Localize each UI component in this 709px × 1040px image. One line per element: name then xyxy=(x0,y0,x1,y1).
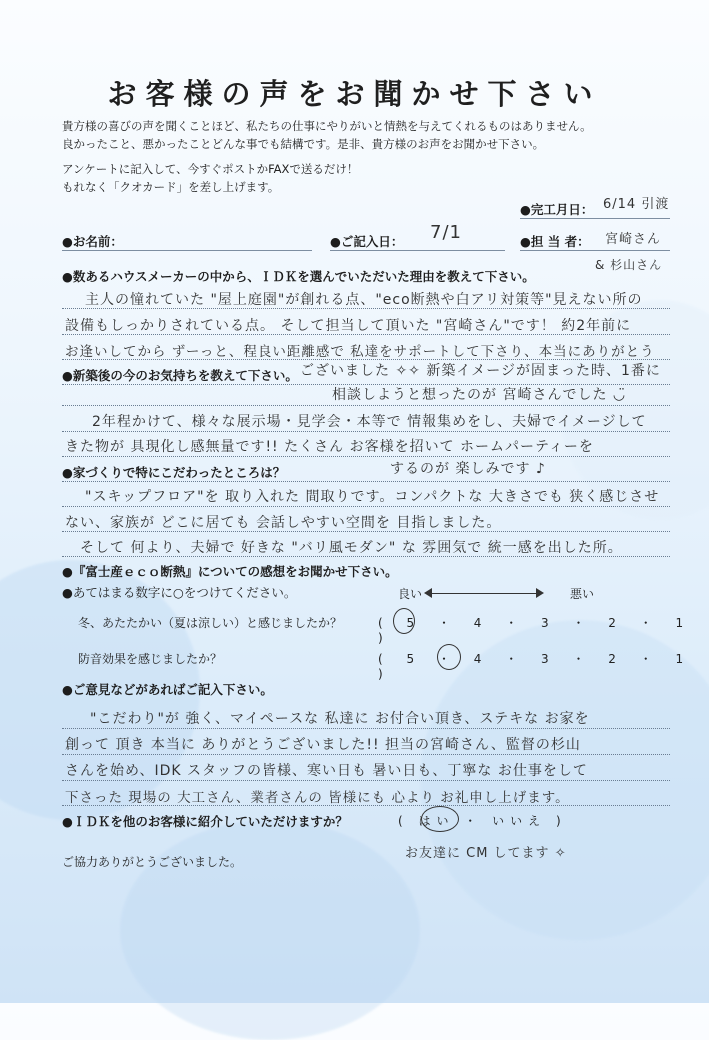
instruction: ●あてはまる数字に○をつけてください。 xyxy=(62,585,297,600)
answer-line: ございました ✧✧ 新築イメージが固まった時、1番に xyxy=(300,363,661,379)
page-title: お客様の声をお聞かせ下さい xyxy=(107,77,602,111)
date-rule xyxy=(330,250,505,251)
answer-line: "スキップフロア"を 取り入れた 間取りです。コンパクトな 大きさでも 狭く感じさせ xyxy=(85,489,660,505)
question-feelings: ●新築後の今のお気持ちを教えて下さい。 xyxy=(62,368,298,383)
answer-rule xyxy=(62,334,670,335)
arrow-left-icon xyxy=(424,588,432,598)
question-comments: ●ご意見などがあればご記入下さい。 xyxy=(62,682,273,697)
selected-circle xyxy=(437,644,461,670)
answer-line: きた物が 具現化し感無量です!! たくさん お客様を招いて ホームパーティーを xyxy=(65,439,594,455)
answer-rule xyxy=(62,728,670,729)
answer-line: 設備もしっかりされている点。 そして担当して頂いた "宮崎さん"です！ 約2年前に xyxy=(65,318,632,334)
selected-circle xyxy=(421,806,459,832)
answer-rule xyxy=(62,431,670,432)
staff-rule xyxy=(520,250,670,251)
name-rule xyxy=(62,250,312,251)
answer-rule xyxy=(62,506,670,507)
scale-bad-label: 悪い xyxy=(570,587,595,601)
answer-line: 下さった 現場の 大工さん、業者さんの 皆様にも 心より お礼申し上げます。 xyxy=(65,790,570,806)
date-value: 7/1 xyxy=(430,222,462,243)
answer-line: さんを始め、IDK スタッフの皆様、寒い日も 暑い日も、丁寧な お仕事をして xyxy=(65,763,588,779)
answer-line: 相談しようと想ったのが 宮崎さんでした ◡̈ xyxy=(332,387,627,403)
rating-scale[interactable]: ( 5 ・ 4 ・ 3 ・ 2 ・ 1 ) xyxy=(378,616,694,645)
answer-rule xyxy=(62,780,670,781)
answer-rule xyxy=(62,308,670,309)
answer-rule xyxy=(62,481,670,482)
intro-line: 貴方様の喜びの声を聞くことほど、私たちの仕事にやりがいと情熱を与えてくれるものはありません。 xyxy=(62,119,592,133)
completion-label: ●完工月日： xyxy=(520,202,594,217)
date-label: ●ご記入日： xyxy=(330,234,404,249)
rating-scale[interactable]: ( 5 ・ 4 ・ 3 ・ 2 ・ 1 ) xyxy=(378,652,694,681)
staff-value-2: & 杉山さん xyxy=(595,258,663,272)
scale-arrow xyxy=(428,593,538,594)
question-focus: ●家づくりで特にこだわったところは？ xyxy=(62,465,286,480)
answer-rule xyxy=(62,754,670,755)
answer-rule xyxy=(62,405,670,406)
answer-rule xyxy=(62,805,670,806)
completion-rule xyxy=(520,218,670,219)
answer-line: するのが 楽しみです ♪ xyxy=(390,461,546,477)
scale-good-label: 良い xyxy=(398,587,423,601)
answer-line: 2年程かけて、様々な展示場・見学会・本等で 情報集めをし、夫婦でイメージして xyxy=(92,414,647,430)
rating-question: 防音効果を感じましたか？ xyxy=(78,652,223,666)
answer-rule xyxy=(62,556,670,557)
arrow-right-icon xyxy=(536,588,544,598)
answer-rule xyxy=(62,531,670,532)
answer-rule xyxy=(62,456,670,457)
completion-value: 6/14 引渡 xyxy=(603,197,670,212)
intro-line: 良かったこと、悪かったことどんな事でも結構です。是非、貴方様のお声をお聞かせ下さい。 xyxy=(62,137,545,151)
answer-line: お逢いしてから ずーっと、程良い距離感で 私達をサポートして下さり、本当にありがとう xyxy=(65,344,655,360)
intro-line: もれなく「クオカード」を差し上げます。 xyxy=(62,180,280,194)
answer-line: 主人の憧れていた "屋上庭園"が創れる点、"eco断熱や白アリ対策等"見えない所の xyxy=(85,292,643,308)
rating-question: 冬、あたたかい（夏は涼しい）と感じましたか？ xyxy=(78,616,343,630)
staff-label: ●担 当 者： xyxy=(520,234,590,249)
answer-line: "こだわり"が 強く、マイペースな 私達に お付合い頂き、ステキな お家を xyxy=(90,711,590,727)
question-referral: ●ＩＤＫを他のお客様に紹介していただけますか？ xyxy=(62,814,348,829)
intro-line: アンケートに記入して、今すぐポストかFAXで送るだけ！ xyxy=(62,162,359,176)
answer-line: ない、家族が どこに居ても 会話しやすい空間を 目指しました。 xyxy=(65,515,502,531)
question-eco-insulation: ●『富士産ｅｃｏ断熱』についての感想をお聞かせ下さい。 xyxy=(62,564,398,579)
closing-text: ご協力ありがとうございました。 xyxy=(62,855,243,869)
referral-note: お友達に CM してます ✧ xyxy=(405,846,567,861)
answer-line: 創って 頂き 本当に ありがとうございました!! 担当の宮崎さん、監督の杉山 xyxy=(65,737,581,753)
selected-circle xyxy=(393,608,415,634)
name-label: ●お名前： xyxy=(62,234,123,249)
answer-line: そして 何より、夫婦で 好きな "バリ風モダン" な 雰囲気で 統一感を出した所。 xyxy=(80,540,623,556)
referral-options[interactable]: ( はい ・ いいえ ) xyxy=(398,814,567,828)
staff-value: 宮崎さん xyxy=(605,232,662,247)
question-reason: ●数あるハウスメーカーの中から、ＩＤＫを選んでいただいた理由を教えて下さい。 xyxy=(62,269,535,284)
